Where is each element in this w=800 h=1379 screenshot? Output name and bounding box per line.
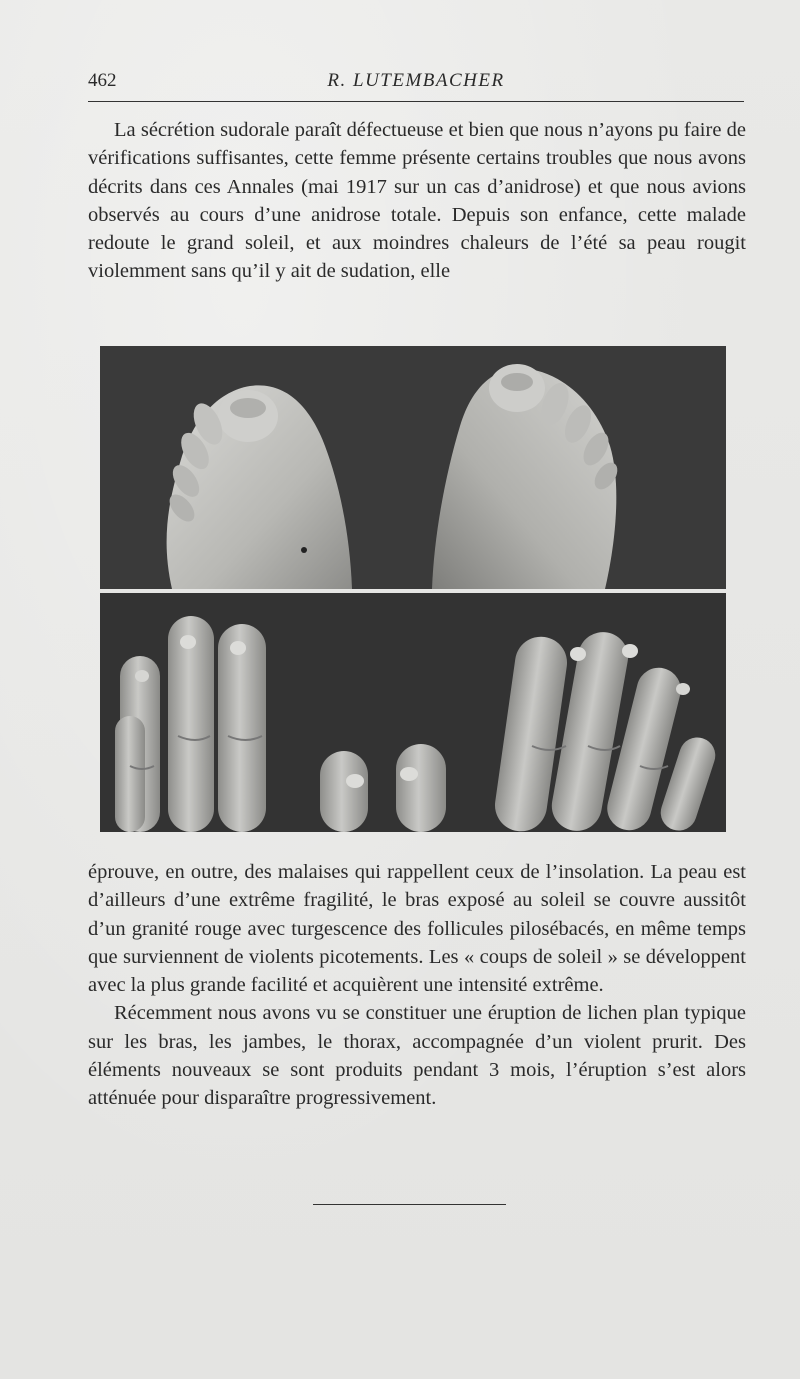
page-number: 462: [88, 70, 117, 91]
feet-panel: [100, 346, 726, 589]
feet-and-hands-photograph: [100, 346, 726, 832]
paragraph: Récemment nous avons vu se constituer une éruption de lichen plan typique sur les bras, les jambes, le thorax, accompagnée d’un violent prurit. Des éléments nouveaux se sont produits pendant 3 mois, l’éruption s’est alors atténuée pour disparaître progressivement.: [88, 1002, 746, 1110]
paragraph: éprouve, en outre, des malaises qui rappellent ceux de l’insolation. La peau est d’ailleurs d’une extrême fragilité, le bras exposé au soleil se couvre aussitôt d’un granité rouge avec turgescence des follicules pilosébacés, en même temps que surviennent de violents picotements. Les « coups de soleil » se développent avec la plus grande facilité et acquièrent une intensité extrême.: [88, 861, 746, 997]
body-text-top: [88, 116, 746, 286]
running-head: R. LUTEMBACHER: [327, 70, 505, 91]
paragraph: La sécrétion sudorale paraît défectueuse et bien que nous n’ayons pu faire de vérifications suffisantes, cette femme présente certains troubles que nous avons décrits dans ces Annales (mai 1917 sur un cas d’anidrose) et que nous avions observés au cours d’une anidrose totale. Depuis son enfance, cette malade redoute le grand soleil, et aux moindres chaleurs de l’été sa peau rougit violemment sans qu’il y ait de sudation, elle: [88, 119, 746, 283]
end-rule: [313, 1204, 506, 1205]
figure-plate: [100, 346, 726, 832]
hands-panel: [100, 593, 726, 832]
header-rule: [88, 101, 744, 102]
body-text-bottom: [88, 858, 746, 1113]
page-header: [88, 70, 744, 98]
